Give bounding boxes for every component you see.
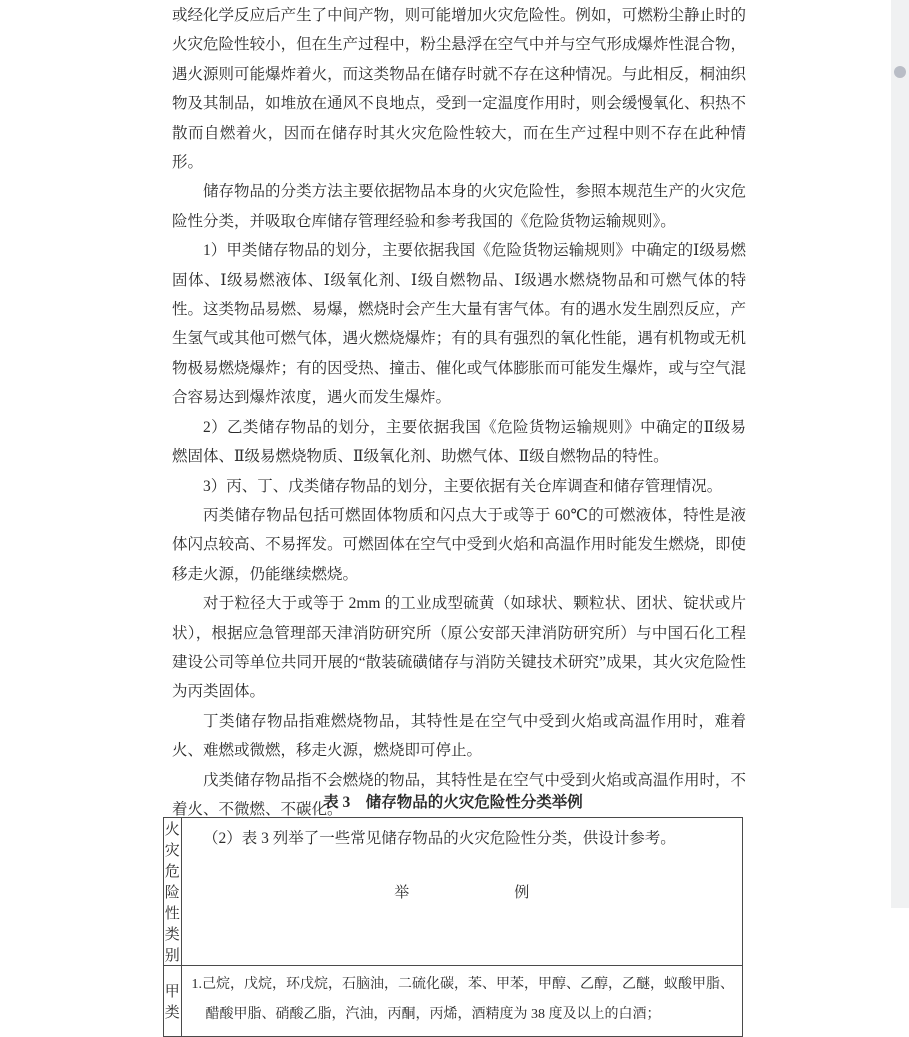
paragraph: 储存物品的分类方法主要依据物品本身的火灾危险性，参照本规范生产的火灾危险性分类，并吸取仓库储存管理经验和参考我国的《危险货物运输规则》。 [172,183,746,230]
paragraph: 戊类储存物品指不会燃烧的物品，其特性是在空气中受到火焰或高温作用时，不着火、不微燃、不碳化。 [172,771,746,818]
table-cell-category: 甲类 [164,966,182,1037]
table-header-examples: 举 例 [181,818,743,966]
table-row [164,966,743,1037]
paragraph: 2）乙类储存物品的划分，主要依据我国《危险货物运输规则》中确定的Ⅱ级易燃固体、Ⅱ级易燃烧物质、Ⅱ级氧化剂、助燃气体、Ⅱ级自燃物品的特性。 [172,418,746,466]
paragraph: 丙类储存物品包括可燃固体物质和闪点大于或等于 60℃的可燃液体，特性是液体闪点较高、不易挥发。可燃固体在空气中受到火焰和高温作用时能发生燃烧，即使移走火源，仍能继续燃烧。 [172,506,746,583]
paragraph: 1）甲类储存物品的划分，主要依据我国《危险货物运输规则》中确定的Ⅰ级易燃固体、Ⅰ级易燃液体、Ⅰ级氧化剂、Ⅰ级自燃物品、Ⅰ级遇水燃烧物品和可燃气体的特性。这类物品易燃、易爆，燃烧时会产生大量有害气体。有的遇水发生剧烈反应，产生氢气或其他可燃气体，遇火燃烧爆炸；有的具有强烈的氧化性能，遇有机物或无机物极易燃烧爆炸；有的因受热、撞击、催化或气体膨胀而可能发生爆炸，或与空气混合容易达到爆炸浓度，遇火而发生爆炸。 [172,242,746,407]
examples-line: 1.己烷，戊烷，环戊烷，石脑油，二硫化碳，苯、甲苯，甲醇、乙醇，乙醚，蚁酸甲脂、 [191,977,734,992]
examples-line: 醋酸甲脂、硝酸乙脂，汽油，丙酮，丙烯，酒精度为 38 度及以上的白酒； [205,1007,661,1022]
paragraph: （2）表 3 列举了一些常见储存物品的火灾危险性分类，供设计参考。 [203,830,676,848]
table-header-category: 火灾危险性类别 [164,818,182,966]
paragraph: 对于粒径大于或等于 2mm 的工业成型硫黄（如球状、颗粒状、团状、锭状或片状），根据应急管理部天津消防研究所（原公安部天津消防研究所）与中国石化工程建设公司等单位共同开展的“散装硫磺储存与消防关键技术研究”成果，其火灾危险性为丙类固体。 [172,595,746,701]
scrollbar-track[interactable] [891,0,909,908]
examples-text [192,970,735,1030]
table-cell-examples [181,966,743,1037]
paragraph: 丁类储存物品指难燃烧物品，其特性是在空气中受到火焰或高温作用时，难着火、难燃或微燃，移走火源，燃烧即可停止。 [172,712,746,760]
table-header-row [164,818,743,966]
paragraph: 或经化学反应后产生了中间产物，则可能增加火灾危险性。例如，可燃粉尘静止时的火灾危险性较小，但在生产过程中，粉尘悬浮在空气中并与空气形成爆炸性混合物，遇火源则可能爆炸着火，而这类物品在储存时就不存在这种情况。与此相反，桐油织物及其制品，如堆放在通风不良地点，受到一定温度作用时，则会缓慢氧化、积热不散而自燃着火，因而在储存时其火灾危险性较大，而在生产过程中则不存在此种情形。 [172,7,746,172]
table-caption: 表 3 储存物品的火灾危险性分类举例 [323,794,583,811]
scrollbar-thumb[interactable] [894,66,906,78]
paragraph: 3）丙、丁、戊类储存物品的划分，主要依据有关仓库调查和储存管理情况。 [203,477,723,495]
fire-hazard-classification-table [163,817,743,1037]
